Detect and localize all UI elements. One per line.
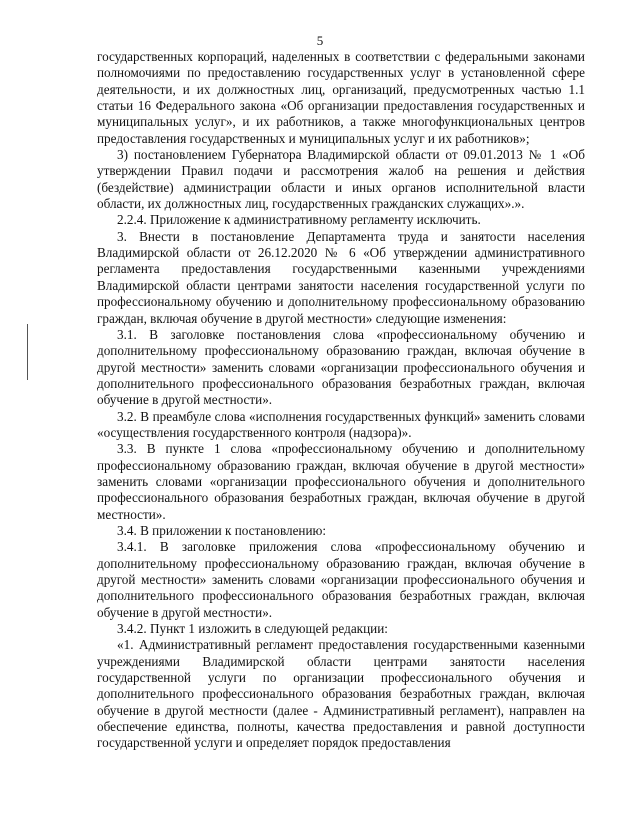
paragraph-7: 3.3. В пункте 1 слова «профессиональному обучению и дополнительному профессиональному образованию граждан, включая обучение в другой местности» заменить словами «организации профессионального обучения и дополнительного профессионального образования безработных граждан, включая обучение в другой местности». <box>97 441 585 522</box>
paragraph-10: 3.4.2. Пункт 1 изложить в следующей редакции: <box>117 621 388 637</box>
paragraph-11: «1. Административный регламент предоставления государственными казенными учреждениями Владимирской области центрами занятости населения государственной услуги по организации профессионального обучения и дополнительного профессионального образования безработных граждан, включая обучение в другой местности (далее - Административный регламент), направлен на обеспечение единства, полноты, качества предоставления и равной доступности государственной услуги и определяет порядок предоставления <box>97 637 585 751</box>
paragraph-6: 3.2. В преамбуле слова «исполнения государственных функций» заменить словами «осуществления государственного контроля (надзора)». <box>97 408 585 440</box>
paragraph-1: государственных корпораций, наделенных в соответствии с федеральными законами полномочиями по предоставлению государственных услуг в установленной сфере деятельности, и их должностных лиц, организаций, предусмотренных частью 1.1 статьи 16 Федерального закона «Об организации предоставления государственных и муниципальных услуг», и их работников, а также многофункциональных центров предоставления государственных и муниципальных услуг и их работников»; <box>97 49 585 146</box>
paragraph-3: 2.2.4. Приложение к административному регламенту исключить. <box>117 212 481 228</box>
paragraph-8: 3.4. В приложении к постановлению: <box>117 522 327 538</box>
document-body <box>97 49 585 752</box>
margin-line <box>27 324 28 380</box>
paragraph-4: 3. Внести в постановление Департамента труда и занятости населения Владимирской области от 26.12.2020 № 6 «Об утверждении административного регламента предоставления государственными казенными учреждениями Владимирской области центрами занятости населения государственной услуги по профессиональному обучению и дополнительному профессиональному образованию граждан, включая обучение в другой местности» следующие изменения: <box>97 228 585 326</box>
paragraph-5: 3.1. В заголовке постановления слова «профессиональному обучению и дополнительному профессиональному образованию граждан, включая обучение в другой местности» заменить словами «организации профессионального обучения и дополнительного профессионального образования безработных граждан, включая обучение в другой местности». <box>97 326 585 408</box>
page-number: 5 <box>316 33 324 48</box>
paragraph-2: 3) постановлением Губернатора Владимирской области от 09.01.2013 № 1 «Об утверждении Правил подачи и рассмотрения жалоб на решения и действия (бездействие) администрации области и иных органов исполнительной власти области, их должностных лиц, государственных гражданских служащих».». <box>97 147 585 212</box>
paragraph-9: 3.4.1. В заголовке приложения слова «профессиональному обучению и дополнительному профессиональному образованию граждан, включая обучение в другой местности» заменить словами «организации профессионального обучения и дополнительного профессионального образования безработных граждан, включая обучение в другой местности». <box>97 539 585 620</box>
